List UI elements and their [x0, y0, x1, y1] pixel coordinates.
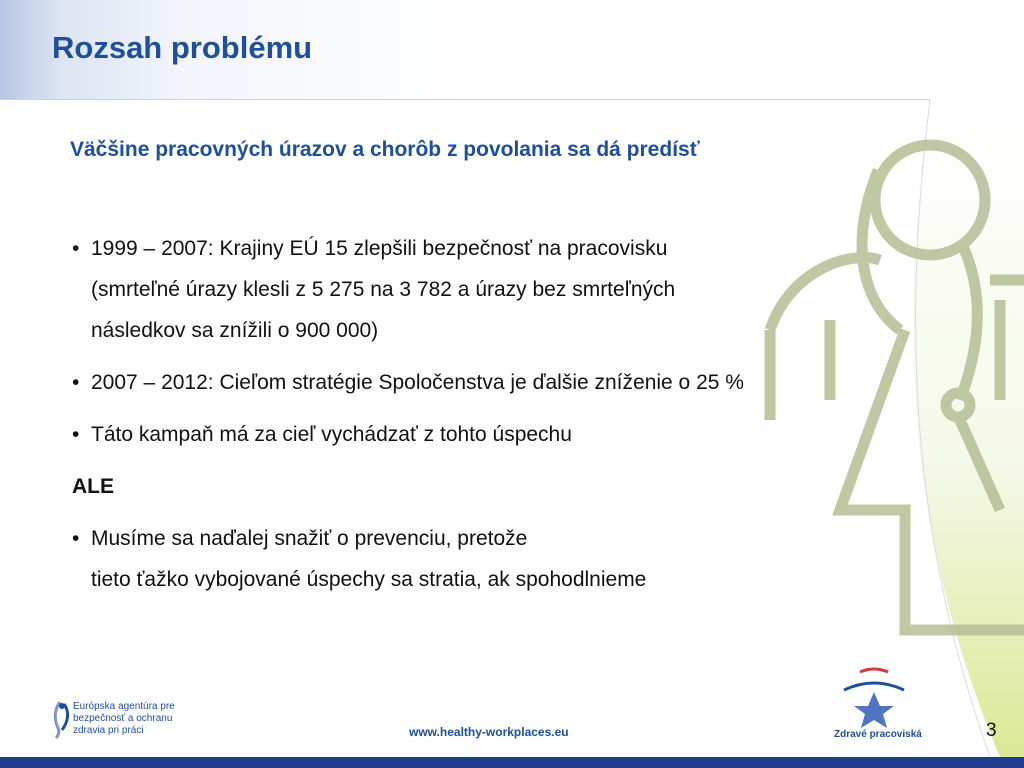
bullet-line: • Táto kampaň má za cieľ vychádzať z tohto úspechu: [91, 423, 572, 446]
agency-name-line: bezpečnosť a ochranu: [73, 713, 173, 724]
agency-name-line: zdravia pri práci: [73, 725, 144, 736]
page-number: 3: [986, 720, 997, 741]
campaign-label: Zdravé pracoviská: [834, 729, 922, 740]
bullet-line: • Musíme sa naďalej snažiť o prevenciu, pretože: [91, 527, 528, 550]
slide-subtitle: Väčšine pracovných úrazov a chorôb z povolania sa dá predísť: [70, 138, 700, 161]
agency-name-line: Európska agentúra pre: [73, 701, 175, 712]
bullet-item: [72, 518, 912, 600]
slide-content: [72, 228, 912, 600]
ale-heading: ALE: [72, 475, 114, 498]
bullet-line: následkov sa znížili o 900 000): [91, 319, 379, 342]
bullet-line: • 2007 – 2012: Cieľom stratégie Spoločenstva je ďalšie zníženie o 25 %: [91, 371, 744, 394]
page-title: Rozsah problému: [52, 30, 313, 65]
bullet-line: (smrteľné úrazy klesli z 5 275 na 3 782 a úrazy bez smrteľných: [91, 278, 676, 301]
footer-bar: [0, 757, 1024, 768]
bullet-line: • 1999 – 2007: Krajiny EÚ 15 zlepšili bezpečnosť na pracovisku: [91, 237, 668, 260]
website-link[interactable]: www.healthy-workplaces.eu: [409, 725, 569, 739]
bullet-item: [72, 414, 912, 455]
bullet-item: [72, 228, 912, 351]
agency-name: [73, 701, 175, 737]
bullet-line: tieto ťažko vybojované úspechy sa stratia, ak spohodlnieme: [91, 568, 647, 591]
bullet-item: [72, 362, 912, 403]
